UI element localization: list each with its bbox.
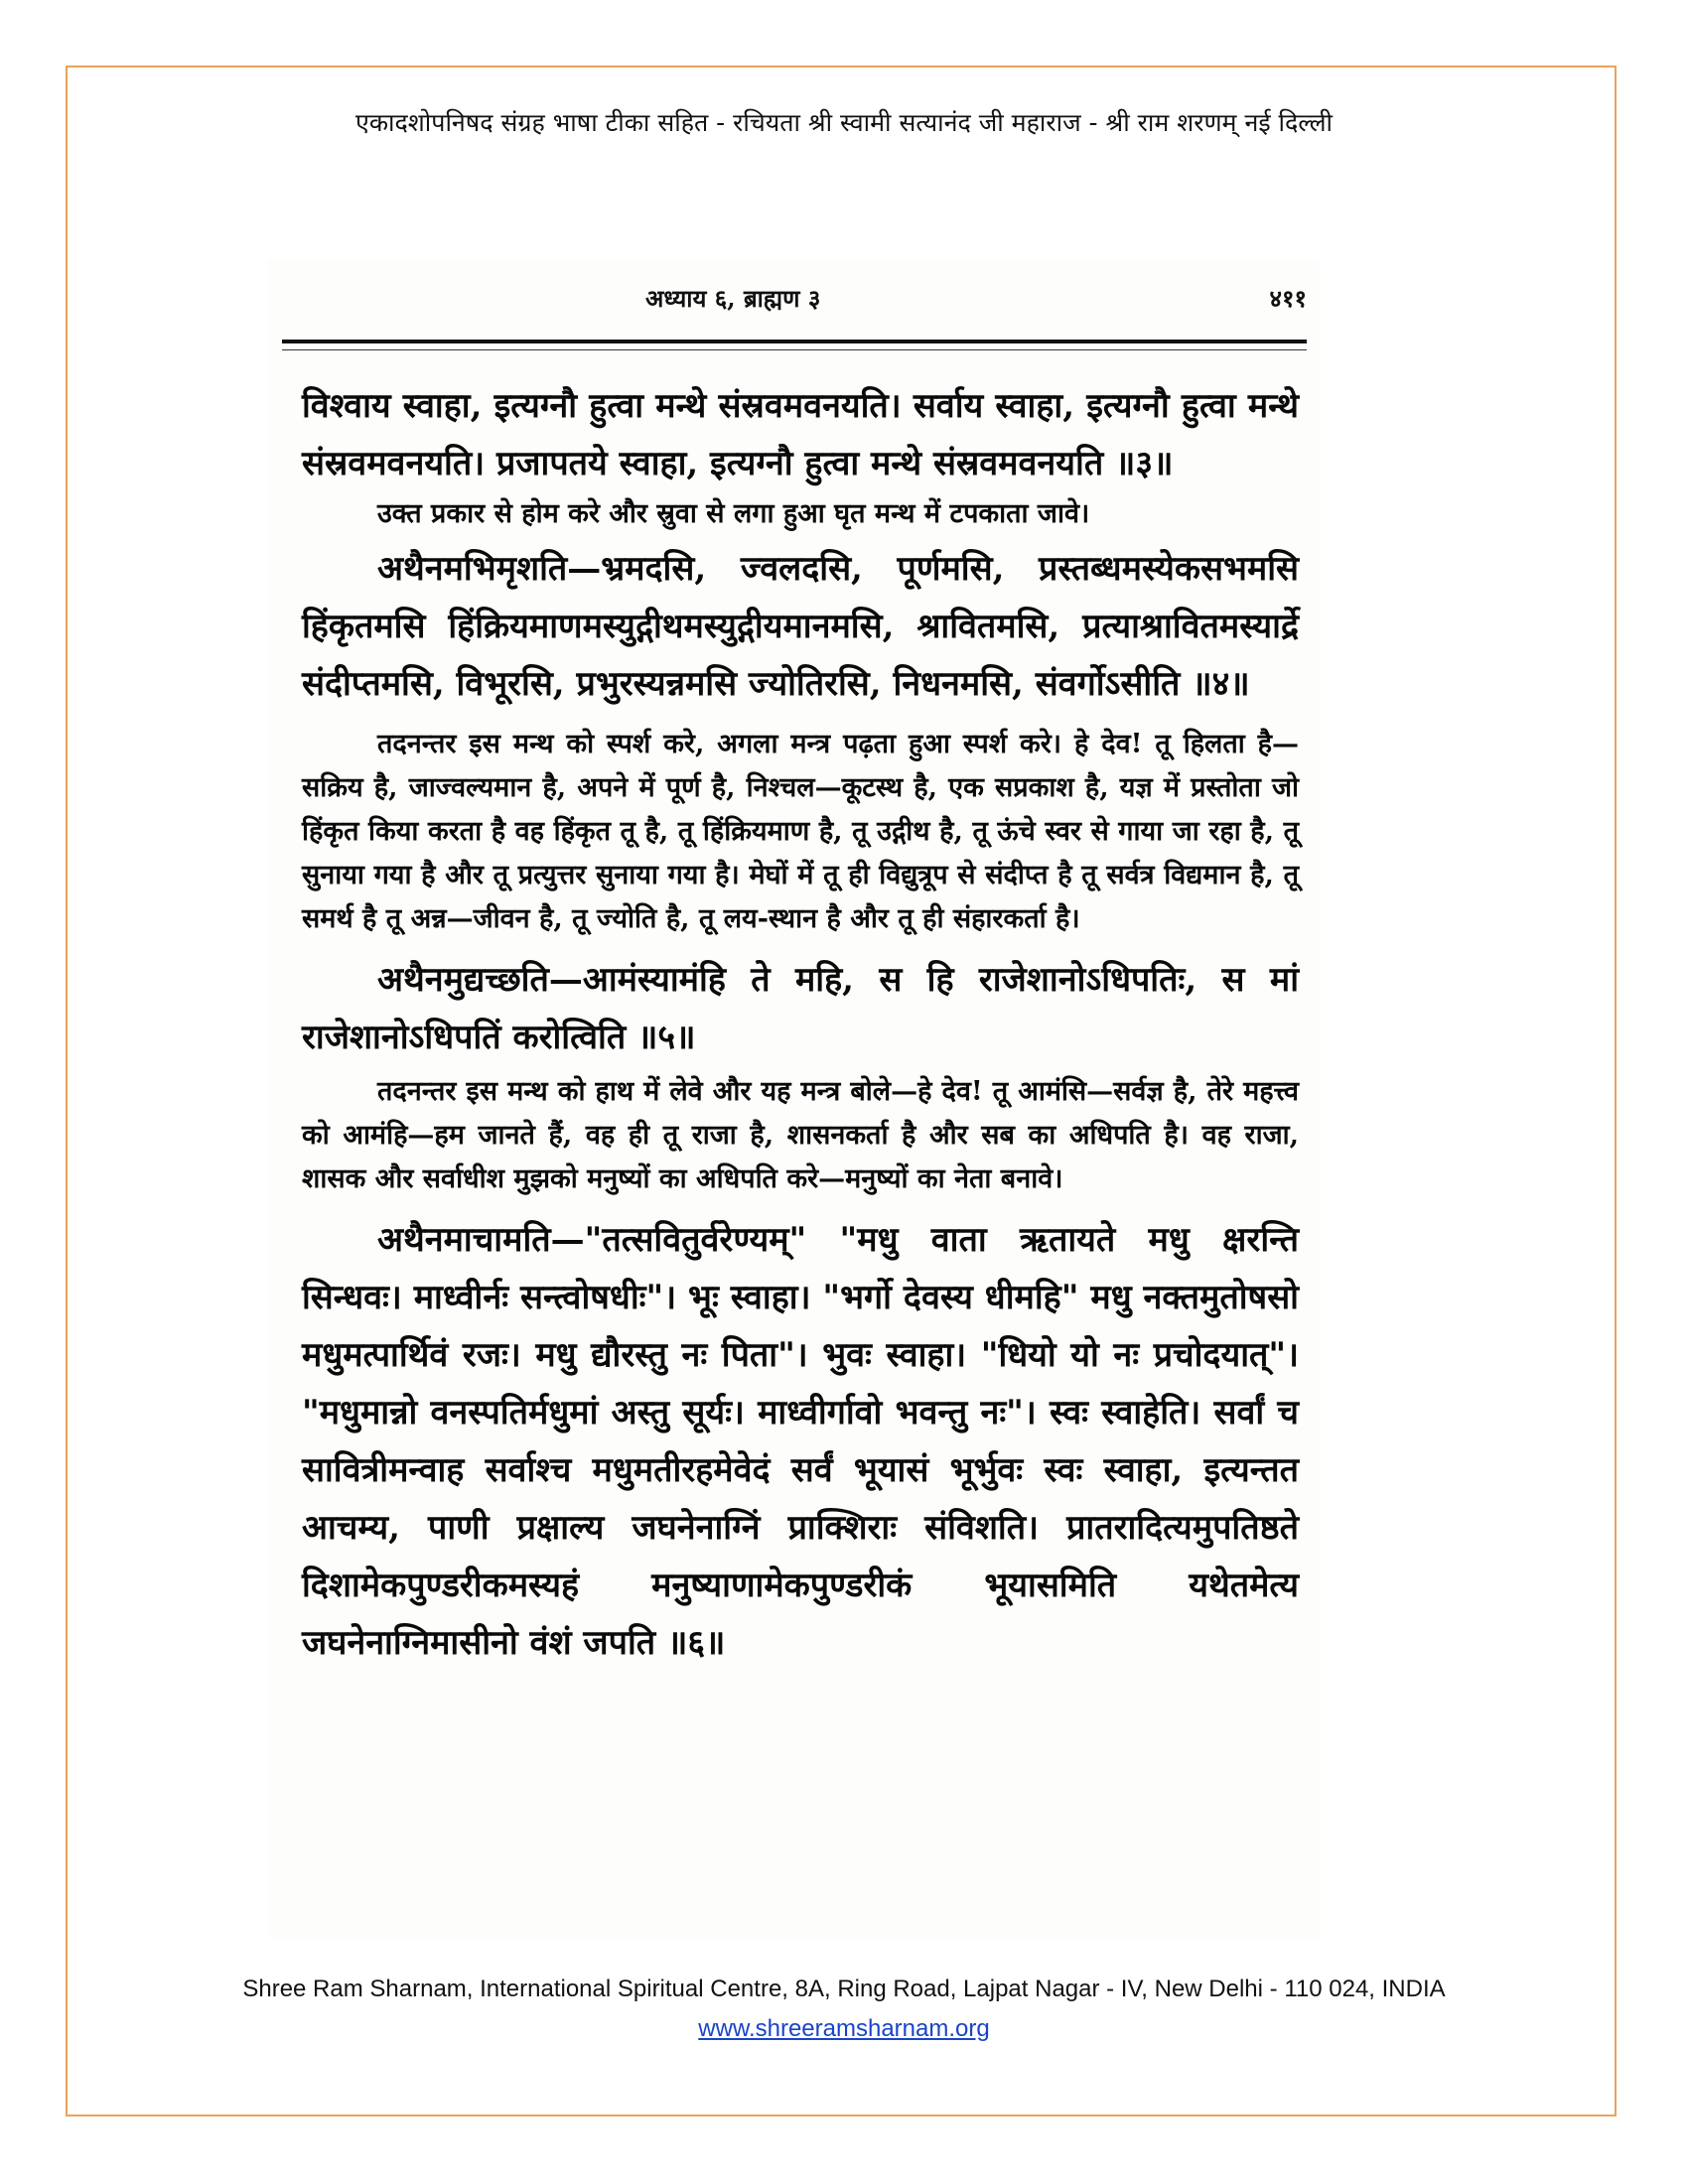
header-rule-thin: [282, 349, 1307, 350]
gloss-5: तदनन्तर इस मन्थ को हाथ में लेवे और यह मन्त्र बोले—हे देव! तू आमंसि—सर्वज्ञ है, तेरे महत्त्व को आमंहि—हम जानते हैं, वह ही तू राजा है, शासनकर्ता है और सब का अधिपति है। वह राजा, शासक और सर्वाधीश मुझको मनुष्यों का अधिपति करे—मनुष्यों का नेता बनावे।: [302, 1076, 1299, 1194]
footer-address: Shree Ram Sharnam, International Spiritual Centre, 8A, Ring Road, Lajpat Nagar - IV, New Delhi - 110 024, INDIA: [242, 1976, 1446, 2002]
page-number: ४११: [1269, 284, 1307, 313]
header-rule-thick: [282, 340, 1307, 343]
page-body: [302, 377, 1299, 1672]
chapter-title: अध्याय ६, ब्राह्मण ३: [645, 284, 821, 313]
verse-5: अथैनमुद्यच्छति—आमंस्यामंहि ते महि, स हि राजेशानोऽधिपतिः, स मां राजेशानोऽधिपतिं करोत्विति ॥५॥: [302, 960, 1299, 1057]
running-head: [268, 278, 1321, 318]
gloss-3: उक्त प्रकार से होम करे और स्रुवा से लगा हुआ घृत मन्थ में टपकाता जावे।: [377, 498, 1090, 529]
document-header: एकादशोपनिषद संग्रह भाषा टीका सहित - रचियता श्री स्वामी सत्यानंद जी महाराज - श्री राम शरणम् नई दिल्ली: [355, 108, 1333, 137]
verse-3: विश्वाय स्वाहा, इत्यग्नौ हुत्वा मन्थे संस्रवमवनयति। सर्वाय स्वाहा, इत्यग्नौ हुत्वा मन्थे संस्रवमवनयति। प्रजापतये स्वाहा, इत्यग्नौ हुत्वा मन्थे संस्रवमवनयति ॥३॥: [302, 386, 1299, 483]
gloss-4: तदनन्तर इस मन्थ को स्पर्श करे, अगला मन्त्र पढ़ता हुआ स्पर्श करे। हे देव! तू हिलता है—सक्रिय है, जाज्वल्यमान है, अपने में पूर्ण है, निश्चल—कूटस्थ है, एक सप्रकाश है, यज्ञ में प्रस्तोता जो हिंकृत किया करता है वह हिंकृत तू है, तू हिंक्रियमाण है, तू उद्गीथ है, तू ऊंचे स्वर से गाया जा रहा है, तू सुनाया गया है और तू प्रत्युत्तर सुनाया गया है। मेघों में तू ही विद्युत्रूप से संदीप्त है तू सर्वत्र विद्यमान है, तू समर्थ है तू अन्न—जीवन है, तू ज्योति है, तू लय-स्थान है और तू ही संहारकर्ता है।: [302, 729, 1299, 934]
scanned-page: [268, 260, 1321, 1938]
website-link[interactable]: www.shreeramsharnam.org: [698, 2015, 990, 2042]
footer-link-wrapper: [0, 2015, 1688, 2043]
verse-6: अथैनमाचामति—"तत्सवितुर्वरेण्यम्" "मधु वाता ऋतायते मधु क्षरन्ति सिन्धवः। माध्वीर्नः सन्त्वोषधीः"। भूः स्वाहा। "भर्गो देवस्य धीमहि" मधु नक्तमुतोषसो मधुमत्पार्थिवं रजः। मधु द्यौरस्तु नः पिता"। भुवः स्वाहा। "धियो यो नः प्रचोदयात्"। "मधुमान्नो वनस्पतिर्मधुमां अस्तु सूर्यः। माध्वीर्गावो भवन्तु नः"। स्वः स्वाहेति। सर्वां च सावित्रीमन्वाह सर्वाश्च मधुमतीरहमेवेदं सर्वं भूयासं भूर्भुवः स्वः स्वाहा, इत्यन्तत आचम्य, पाणी प्रक्षाल्य जघनेनाग्निं प्राक्शिराः संविशति। प्रातरादित्यमुपतिष्ठते दिशामेकपुण्डरीकमस्यहं मनुष्याणामेकपुण्डरीकं भूयासमिति यथेतमेत्य जघनेनाग्निमासीनो वंशं जपति ॥६॥: [302, 1220, 1299, 1663]
verse-4: अथैनमभिमृशति—भ्रमदसि, ज्वलदसि, पूर्णमसि, प्रस्तब्धमस्येकसभमसि हिंकृतमसि हिंक्रियमाणमस्युद्गीथमस्युद्गीयमानमसि, श्रावितमसि, प्रत्याश्रावितमस्यार्द्रे संदीप्तमसि, विभूरसि, प्रभुरस्यन्नमसि ज्योतिरसि, निधनमसि, संवर्गोऽसीति ॥४॥: [302, 549, 1299, 704]
